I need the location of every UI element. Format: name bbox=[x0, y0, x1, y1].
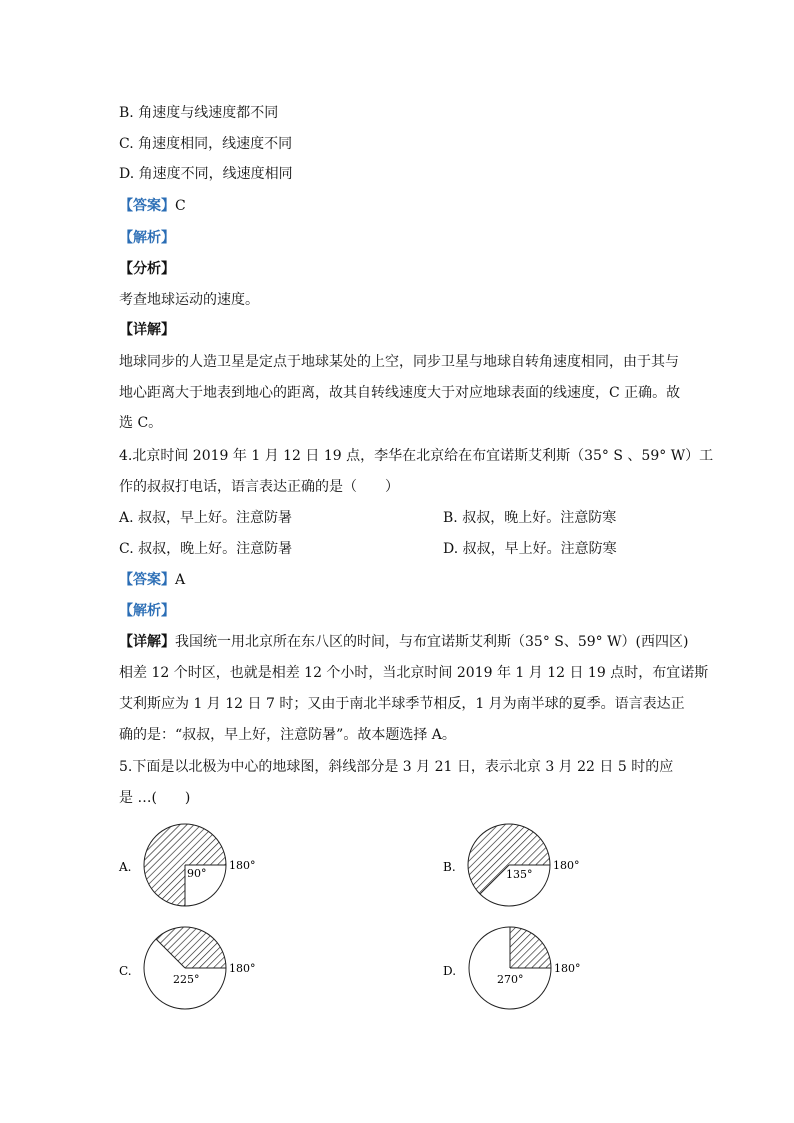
q4-stem-line2: 作的叔叔打电话，语言表达正确的是（ ） bbox=[119, 479, 399, 495]
edge-label: 180° bbox=[553, 859, 580, 872]
answer-tag: 【答案】 bbox=[119, 198, 175, 214]
q3-fenxi-text: 考查地球运动的速度。 bbox=[119, 292, 259, 308]
edge-label: 180° bbox=[229, 962, 256, 975]
option-label: D. bbox=[443, 964, 457, 978]
q3-option-d: D. 角速度不同，线速度相同 bbox=[119, 166, 293, 182]
q5-stem-line2: 是 …( ) bbox=[119, 790, 191, 806]
q5-option-d bbox=[443, 927, 581, 1009]
q3-option-b: B. 角速度与线速度都不同 bbox=[119, 105, 279, 121]
q4-option-d: D. 叔叔，早上好。注意防寒 bbox=[443, 541, 617, 557]
edge-label: 180° bbox=[229, 859, 256, 872]
angle-label: 90° bbox=[187, 867, 207, 880]
q5-option-b bbox=[443, 824, 580, 906]
q5-stem-line1: 5.下面是以北极为中心的地球图，斜线部分是 3 月 21 日，表示北京 3 月 22 日 5 时的应 bbox=[119, 759, 674, 775]
q4-detail-line3: 艾利斯应为 1 月 12 日 7 时；又由于南北半球季节相反，1 月为南半球的夏季。语言表达正 bbox=[119, 696, 685, 712]
hatched-region bbox=[510, 927, 551, 968]
q4-stem-line1: 4.北京时间 2019 年 1 月 12 日 19 点，李华在北京给在布宜诺斯艾利斯（35° S 、59° W）工 bbox=[119, 448, 714, 464]
angle-label: 225° bbox=[173, 973, 200, 986]
q4-analysis-tag: 【解析】 bbox=[119, 603, 175, 619]
q5-option-c bbox=[119, 927, 256, 1009]
q3-analysis-tag: 【解析】 bbox=[119, 230, 175, 246]
q3-detail-line3: 选 C。 bbox=[119, 415, 163, 431]
edge-label: 180° bbox=[554, 962, 581, 975]
q4-detail-line2: 相差 12 个时区，也就是相差 12 个小时，当北京时间 2019 年 1 月 12 日 19 点时，布宜诺斯 bbox=[119, 665, 709, 681]
q5-option-a bbox=[118, 824, 256, 906]
option-label: C. bbox=[119, 964, 132, 978]
answer-value: C bbox=[175, 198, 186, 214]
q3-detail-line2: 地心距离大于地表到地心的距离，故其自转线速度大于对应地球表面的线速度，C 正确。故 bbox=[119, 385, 681, 401]
q4-option-c: C. 叔叔，晚上好。注意防暑 bbox=[119, 541, 293, 557]
answer-tag: 【答案】 bbox=[119, 572, 175, 588]
answer-value: A bbox=[175, 572, 186, 588]
detail-text: 我国统一用北京所在东八区的时间，与布宜诺斯艾利斯（35° S、59° W）(西四区) bbox=[175, 634, 689, 650]
angle-label: 135° bbox=[506, 868, 533, 881]
angle-label: 270° bbox=[497, 973, 524, 986]
q3-detail-tag: 【详解】 bbox=[119, 322, 175, 338]
q4-detail-line4: 确的是：“叔叔，早上好，注意防暑”。故本题选择 A。 bbox=[119, 727, 456, 743]
q3-detail-line1: 地球同步的人造卫星是定点于地球某处的上空，同步卫星与地球自转角速度相同，由于其与 bbox=[119, 354, 679, 370]
option-label: A. bbox=[119, 860, 132, 874]
q4-option-b: B. 叔叔，晚上好。注意防寒 bbox=[443, 510, 617, 526]
option-label: B. bbox=[443, 860, 456, 874]
q3-option-c: C. 角速度相同，线速度不同 bbox=[119, 136, 293, 152]
q3-fenxi-tag: 【分析】 bbox=[119, 261, 175, 277]
q4-option-a: A. 叔叔，早上好。注意防暑 bbox=[119, 510, 293, 526]
detail-tag: 【详解】 bbox=[119, 634, 175, 650]
